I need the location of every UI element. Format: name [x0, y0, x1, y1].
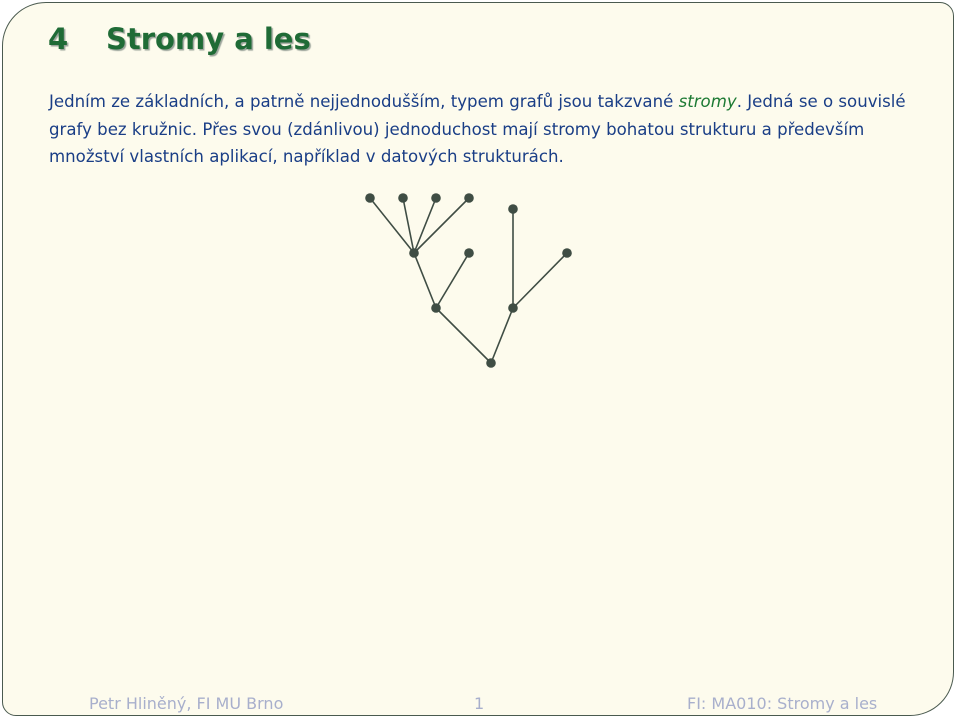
tree-node [464, 193, 474, 203]
tree-edge [414, 198, 469, 253]
tree-edge [436, 253, 469, 308]
tree-edge [414, 253, 436, 308]
section-number: 4 [48, 22, 69, 56]
tree-edge [491, 308, 513, 363]
tree-edge [403, 198, 414, 253]
term-stromy: stromy [678, 92, 737, 111]
footer-course: FI: MA010: Stromy a les [687, 694, 878, 713]
footer-author: Petr Hliněný, FI MU Brno [89, 694, 284, 713]
tree-node [398, 193, 408, 203]
section-title: Stromy a les [106, 22, 311, 56]
footer-page-number: 1 [474, 694, 485, 713]
tree-node [486, 358, 496, 368]
tree-node [431, 303, 441, 313]
tree-node [508, 204, 518, 214]
tree-edge [370, 198, 414, 253]
tree-edge [436, 308, 491, 363]
tree-node [431, 193, 441, 203]
tree-edge [414, 198, 436, 253]
tree-node [365, 193, 375, 203]
paragraph-part-1: Jedním ze základních, a patrně nejjednodušším, typem grafů jsou takzvané [49, 92, 679, 111]
tree-node [464, 248, 474, 258]
tree-node [562, 248, 572, 258]
tree-node [409, 248, 419, 258]
tree-edge [513, 253, 567, 308]
paragraph-part-2: . Jedná se o souvislé grafy bez kružnic. Přes svou (zdánlivou) jednoduchost mají stromy bohatou strukturu a především množství vlastních aplikací, například v datových strukturách. [49, 92, 906, 166]
tree-node [508, 303, 518, 313]
